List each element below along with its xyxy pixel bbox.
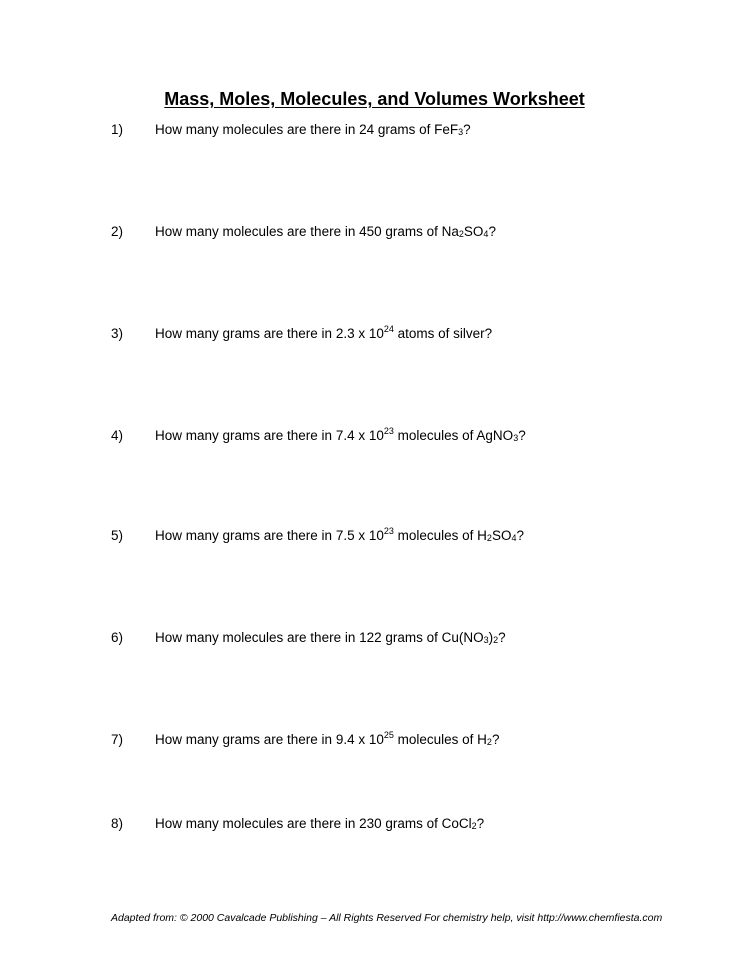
question-number: 3)	[111, 326, 124, 341]
question-number: 1)	[111, 122, 124, 137]
question-number: 2)	[111, 224, 124, 239]
footer-attribution: Adapted from: © 2000 Cavalcade Publishing – All Rights Reserved For chemistry help, visit http://www.chemfiesta.com	[111, 912, 663, 924]
question-3	[0, 326, 749, 346]
question-text: How many molecules are there in 24 grams of FeF$_3$?	[155, 122, 471, 137]
question-number: 8)	[111, 816, 124, 831]
question-number: 7)	[111, 732, 124, 747]
question-number: 4)	[111, 428, 124, 443]
question-number: 6)	[111, 630, 124, 645]
question-8	[0, 816, 749, 836]
question-6	[0, 630, 749, 650]
question-text: How many grams are there in 2.3 x $10^{24}$ atoms of silver?	[155, 324, 493, 341]
question-text: How many grams are there in 7.5 x $10^{23}$ molecules of $H_2SO_4$?	[155, 526, 524, 543]
question-2	[0, 224, 749, 244]
question-text: How many molecules are there in 230 grams of CoCl$_2$?	[155, 816, 485, 831]
question-number: 5)	[111, 528, 124, 543]
question-text: How many molecules are there in 450 grams of $Na_2SO_4$?	[155, 224, 496, 239]
question-text: How many grams are there in 9.4 x $10^{25}$ molecules of $H_2$?	[155, 730, 500, 747]
question-1	[0, 122, 749, 142]
question-text: How many grams are there in 7.4 x $10^{23}$ molecules of AgNO$_3$?	[155, 426, 526, 443]
question-7	[0, 732, 749, 752]
worksheet-title: Mass, Moles, Molecules, and Volumes Worksheet	[164, 89, 585, 109]
question-4	[0, 428, 749, 448]
question-5	[0, 528, 749, 548]
question-text: How many molecules are there in 122 grams of $Cu(NO_3)_2$?	[155, 630, 506, 645]
